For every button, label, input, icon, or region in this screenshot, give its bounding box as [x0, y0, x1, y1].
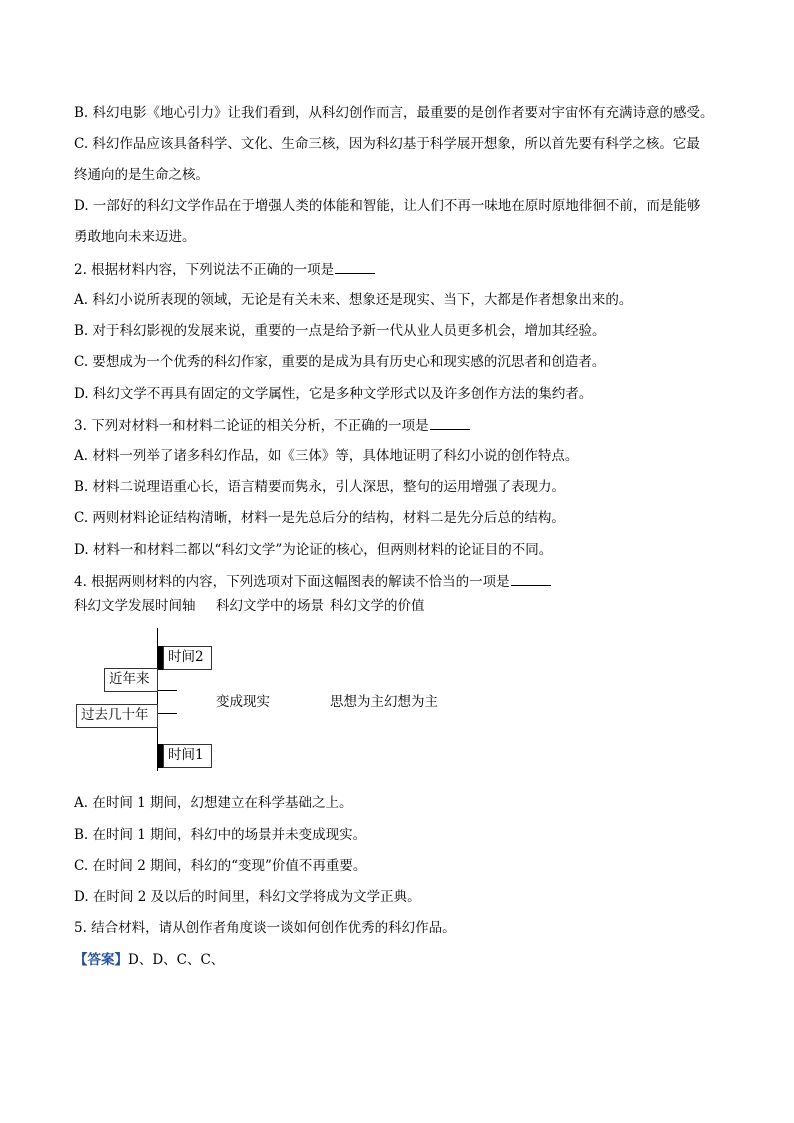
option-a-q4: A. 在时间 1 期间，幻想建立在科学基础之上。 — [74, 795, 353, 811]
option-a-q3: A. 材料一列举了诸多科幻作品，如《三体》等，具体地证明了科幻小说的创作特点。 — [74, 448, 579, 464]
question-3 — [74, 416, 470, 435]
question-3-text: 3. 下列对材料一和材料二论证的相关分析，不正确的一项是 — [74, 418, 429, 434]
figure-header-scene: 科幻文学中的场景 — [216, 598, 324, 614]
option-c-q1-cont: 终通向的是生命之核。 — [74, 167, 209, 183]
recent-connector — [155, 690, 177, 691]
question-4-text: 4. 根据两则材料的内容，下列选项对下面这幅图表的解读不恰当的一项是 — [74, 574, 510, 590]
question-2-text: 2. 根据材料内容，下列说法不正确的一项是 — [74, 262, 335, 278]
option-d-q4: D. 在时间 2 及以后的时间里，科幻文学将成为文学正典。 — [74, 889, 421, 905]
past-connector — [155, 713, 177, 714]
past-decades-box: 过去几十年 — [76, 704, 158, 728]
option-c-q4: C. 在时间 2 期间，科幻的“变现”价值不再重要。 — [74, 858, 367, 874]
answer-line — [74, 951, 224, 969]
answer-tag: 【答案】 — [74, 952, 128, 968]
question-5: 5. 结合材料，请从创作者角度谈一谈如何创作优秀的科幻作品。 — [74, 920, 456, 936]
recent-years-box: 近年来 — [104, 668, 158, 692]
figure-header-timeline: 科幻文学发展时间轴 — [74, 598, 196, 614]
option-b-q2: B. 对于科幻影视的发展来说，重要的一点是给予新一代从业人员更多机会，增加其经验。 — [74, 323, 606, 339]
option-d-q1: D. 一部好的科幻文学作品在于增强人类的体能和智能，让人们不再一味地在原时原地徘徊不前，而是能够 — [74, 198, 701, 214]
option-d-q1-cont: 勇敢地向未来迈进。 — [74, 229, 196, 245]
answer-text: D、D、C、C、 — [128, 952, 225, 968]
option-c-q1: C. 科幻作品应该具备科学、文化、生命三核，因为科幻基于科学展开想象，所以首先要有科学之核。它最 — [74, 136, 700, 152]
option-c-q2: C. 要想成为一个优秀的科幻作家，重要的是成为具有历史心和现实感的沉思者和创造者。 — [74, 354, 606, 370]
answer-blank — [335, 260, 375, 274]
scene-label: 变成现实 — [216, 694, 270, 710]
question-4 — [74, 572, 551, 591]
time2-box: 时间2 — [163, 646, 212, 670]
option-b-q4: B. 在时间 1 期间，科幻中的场景并未变成现实。 — [74, 827, 367, 843]
time1-box: 时间1 — [163, 744, 212, 768]
option-b-q1: B. 科幻电影《地心引力》让我们看到，从科幻创作而言，最重要的是创作者要对宇宙怀有充满诗意的感受。 — [74, 105, 714, 121]
answer-blank — [511, 572, 551, 586]
value-label: 思想为主幻想为主 — [330, 694, 438, 710]
option-d-q3: D. 材料一和材料二都以“科幻文学”为论证的核心，但两则材料的论证目的不同。 — [74, 542, 553, 558]
figure-header-value: 科幻文学的价值 — [330, 598, 425, 614]
option-a-q2: A. 科幻小说所表现的领域，无论是有关未来、想象还是现实、当下，大都是作者想象出来的。 — [74, 292, 633, 308]
answer-blank — [430, 416, 470, 430]
question-2 — [74, 260, 375, 279]
option-b-q3: B. 材料二说理语重心长，语言精要而隽永，引人深思，整句的运用增强了表现力。 — [74, 479, 566, 495]
option-c-q3: C. 两则材料论证结构清晰，材料一是先总后分的结构，材料二是先分后总的结构。 — [74, 510, 565, 526]
option-d-q2: D. 科幻文学不再具有固定的文学属性，它是多种文学形式以及许多创作方法的集约者。 — [74, 386, 593, 402]
